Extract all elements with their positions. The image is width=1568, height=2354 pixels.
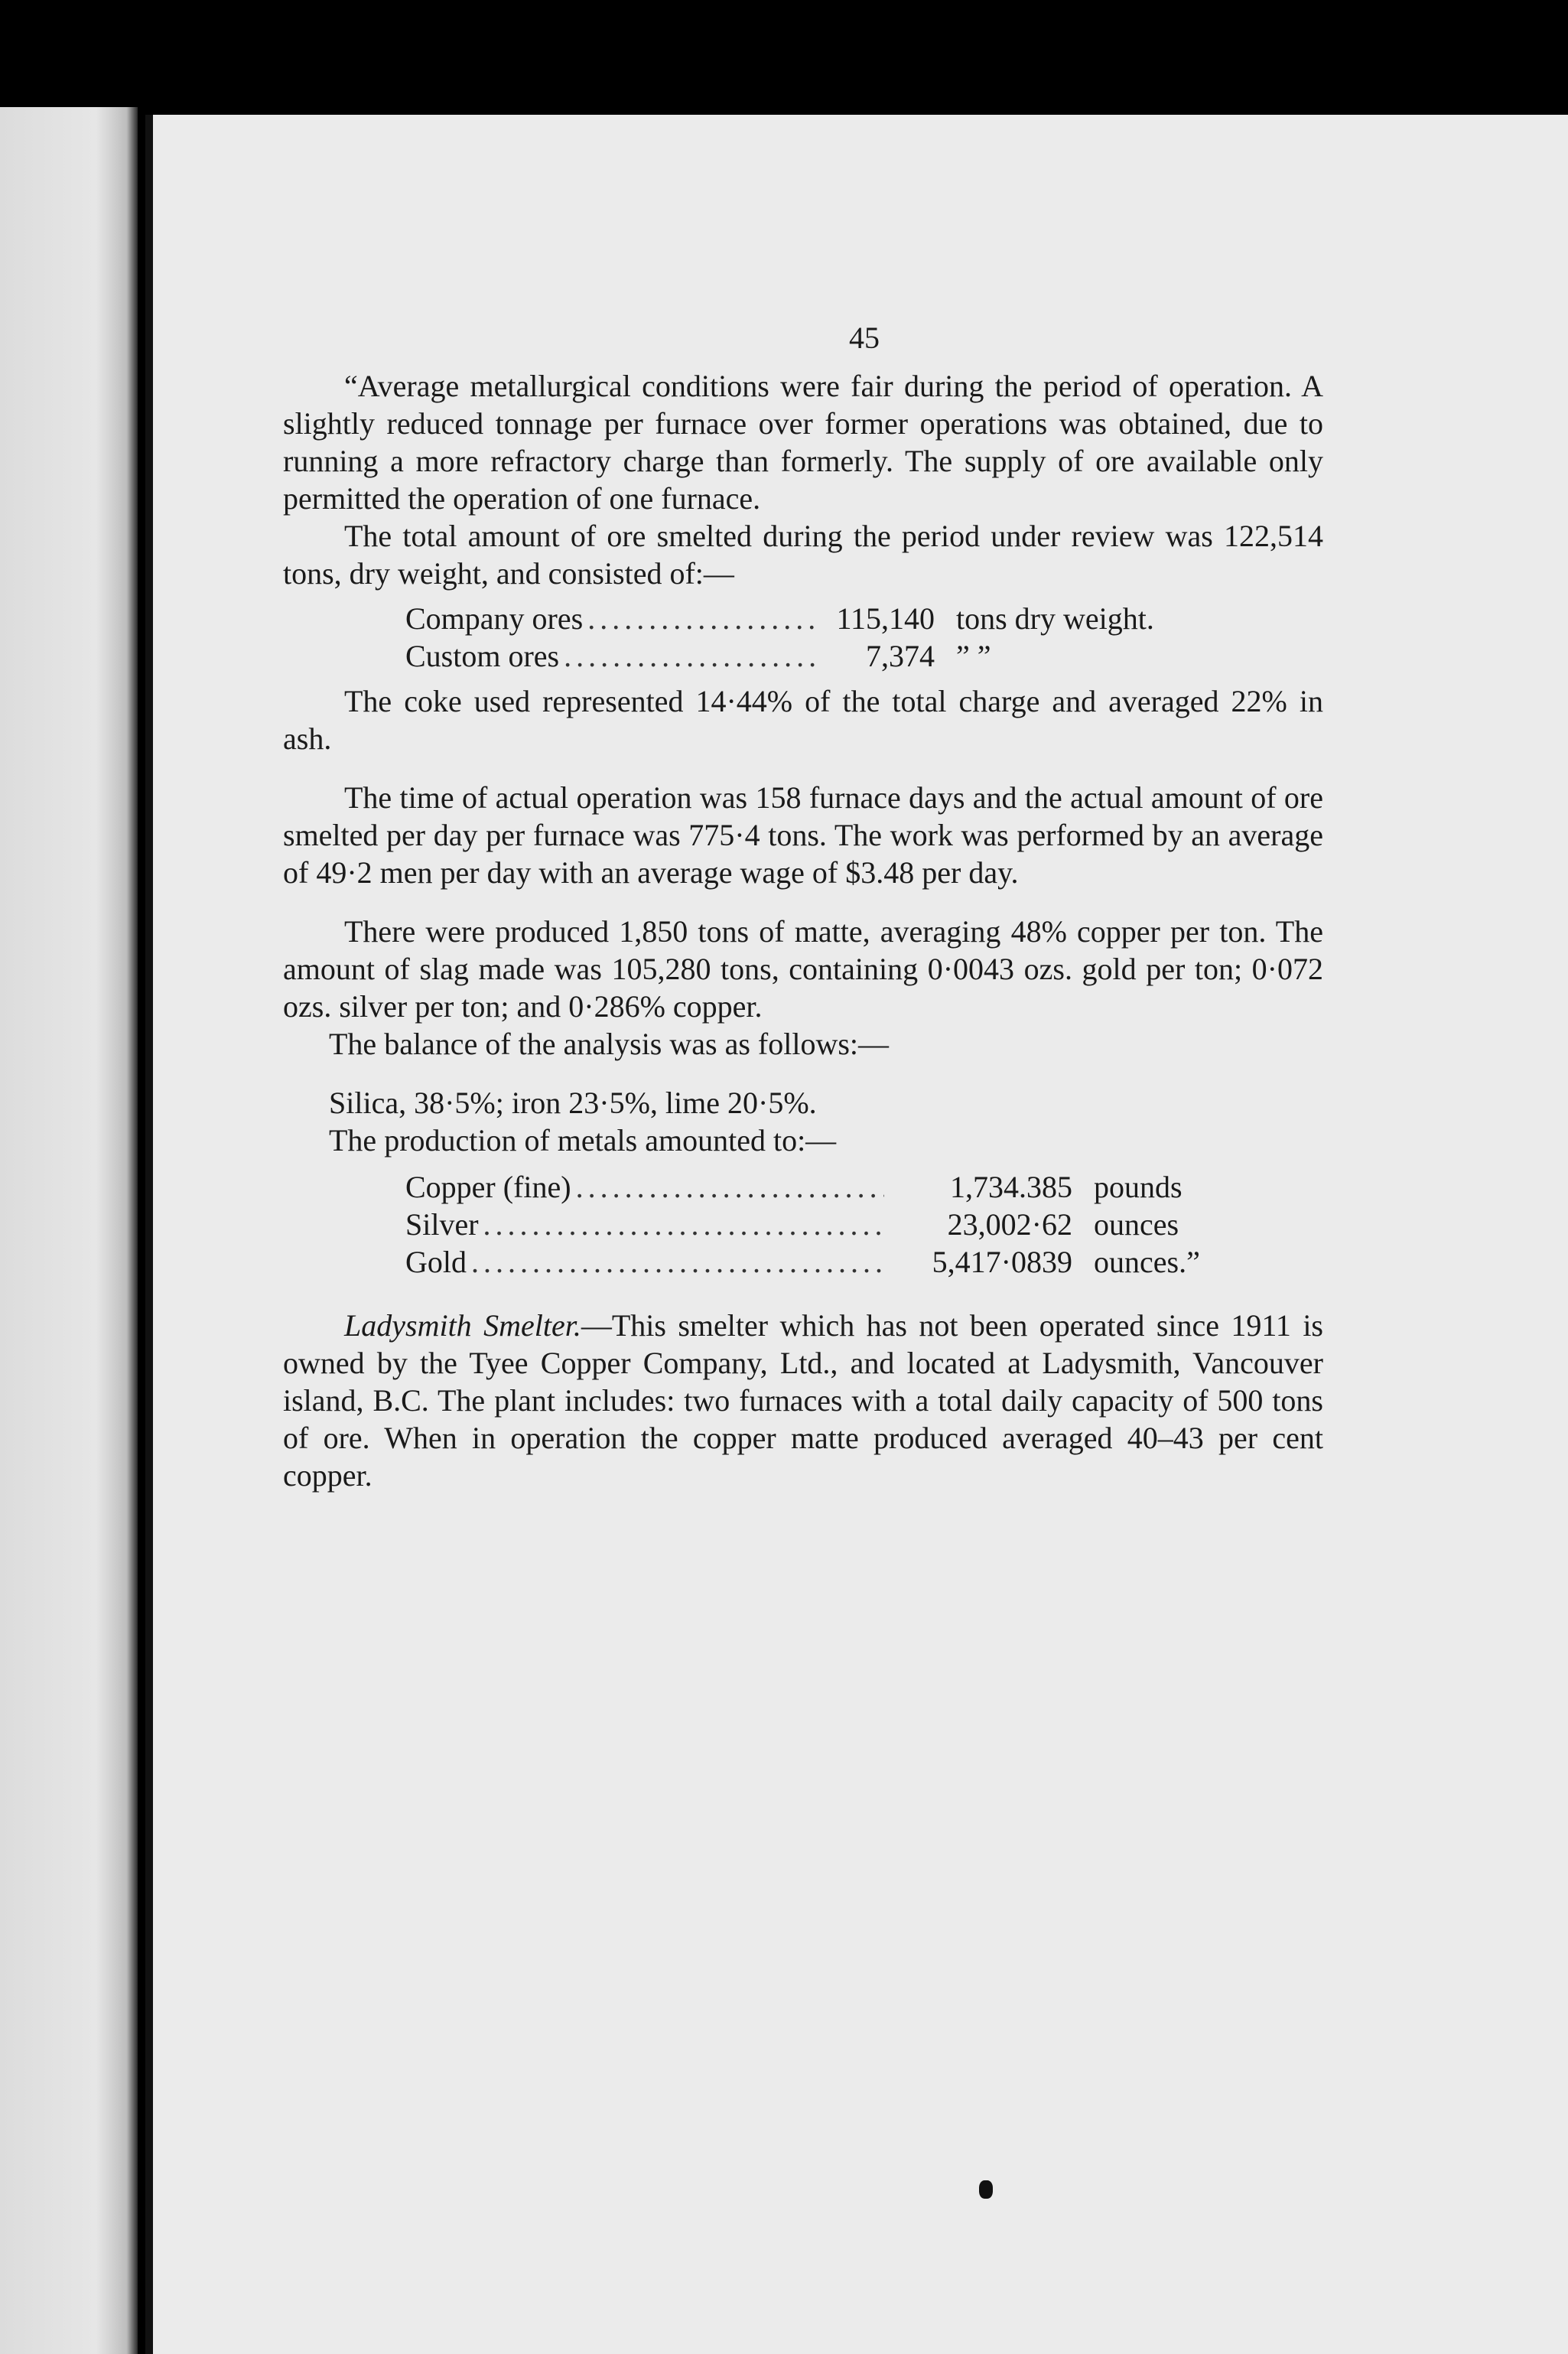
- leader-dots: [576, 1168, 884, 1206]
- report-text: [283, 367, 1323, 1494]
- ink-smudge: [979, 2180, 993, 2199]
- ore-value: 115,140: [836, 601, 935, 636]
- paragraph-analysis-values: Silica, 38·5%; iron 23·5%, lime 20·5%.: [329, 1086, 817, 1120]
- ore-label: Custom ores: [405, 639, 560, 673]
- ore-row-company: [405, 600, 1193, 637]
- metal-label: Gold: [405, 1245, 467, 1279]
- ore-label: Company ores: [405, 601, 584, 636]
- metal-row-gold: [405, 1243, 1209, 1281]
- ore-unit: ” ”: [956, 639, 991, 673]
- paragraph-ladysmith-smelter: [283, 1307, 1323, 1494]
- leader-dots: [587, 600, 815, 637]
- paragraph-operation-time: The time of actual operation was 158 furnace days and the actual amount of ore smelted per day per furnace was 775·4 tons. The work was performed by an average of 49·2 men per day with an average wage of $3.48 per day.: [283, 780, 1323, 890]
- paragraph-analysis-intro: The balance of the analysis was as follows:—: [329, 1027, 890, 1061]
- ore-unit: tons dry weight.: [956, 601, 1154, 636]
- metals-list: [405, 1168, 1209, 1281]
- paragraph-metallurgical-conditions: “Average metallurgical conditions were fair during the period of operation. A slightly reduced tonnage per furnace over former operations was obtained, due to running a more refractory charge than formerly. The supply of ore available only permitted the operation of one furnace.: [283, 369, 1323, 516]
- metal-label: Copper (fine): [405, 1170, 571, 1204]
- paragraph-matte-production: There were produced 1,850 tons of matte, averaging 48% copper per ton. The amount of slag made was 105,280 tons, containing 0·0043 ozs. gold per ton; 0·072 ozs. silver per ton; and 0·286% copper.: [283, 914, 1323, 1024]
- metal-row-copper: [405, 1168, 1209, 1206]
- metal-value: 1,734.385: [950, 1170, 1072, 1204]
- metal-unit: ounces.”: [1094, 1245, 1200, 1279]
- leader-dots: [483, 1206, 884, 1243]
- document-page: [145, 115, 1568, 2354]
- ore-value: 7,374: [866, 639, 935, 673]
- metal-row-silver: [405, 1206, 1209, 1243]
- ladysmith-heading: Ladysmith Smelter.: [344, 1308, 581, 1343]
- adjacent-page-edge: [0, 107, 138, 2354]
- paragraph-ore-smelted: The total amount of ore smelted during the period under review was 122,514 tons, dry weight, and consisted of:—: [283, 519, 1323, 591]
- ladysmith-body: —This smelter which has not been operated since 1911 is owned by the Tyee Copper Company, Ltd., and located at Ladysmith, Vancouver island, B.C. The plant includes: two furnaces with a total daily capacity of 500 tons of ore. When in operation the copper matte produced averaged 40–43 per cent copper.: [283, 1308, 1323, 1493]
- paragraph-coke: The coke used represented 14·44% of the total charge and averaged 22% in ash.: [283, 684, 1323, 756]
- leader-dots: [471, 1243, 884, 1281]
- metal-unit: ounces: [1094, 1207, 1179, 1242]
- leader-dots: [564, 637, 815, 675]
- ores-list: [405, 600, 1193, 675]
- metal-value: 23,002·62: [947, 1207, 1072, 1242]
- ore-row-custom: [405, 637, 1193, 675]
- page-number: 45: [849, 321, 880, 355]
- metal-value: 5,417·0839: [932, 1245, 1072, 1279]
- paragraph-metals-intro: The production of metals amounted to:—: [329, 1123, 837, 1157]
- metal-unit: pounds: [1094, 1170, 1183, 1204]
- metal-label: Silver: [405, 1207, 479, 1242]
